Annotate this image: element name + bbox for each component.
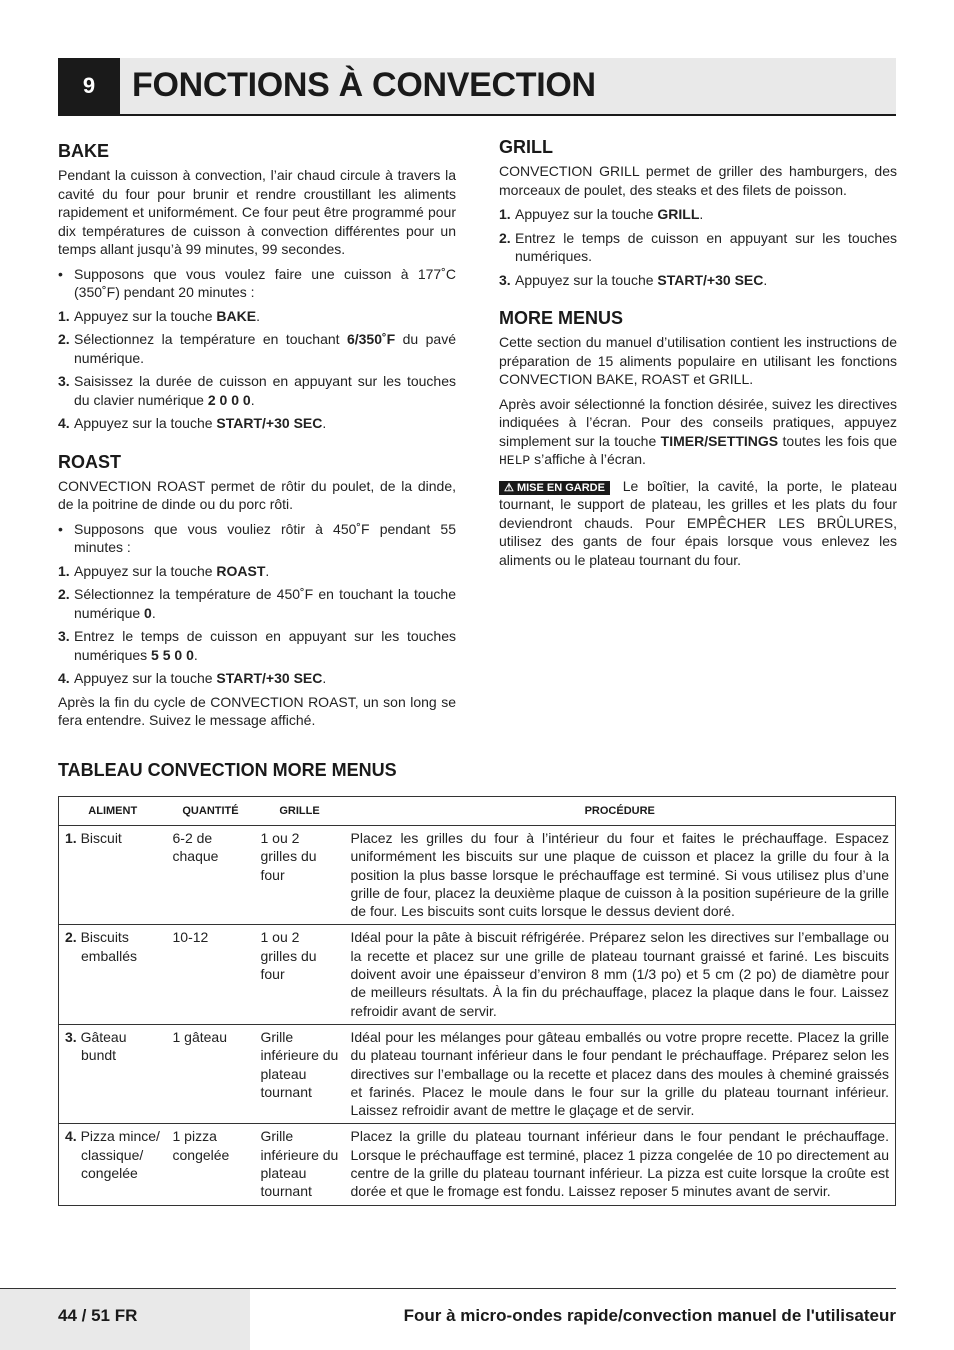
grill-section: [499, 136, 897, 289]
roast-section: [58, 451, 456, 730]
more-menus-p2: Après avoir sélectionné la fonction désirée, suivez les directives indiquées à l’écran. Pour des conseils pratiques, appuyez simplement sur la touche TIMER/SETTINGS toutes les fois que HELP s’affiche à l’écran.: [499, 395, 897, 468]
rack-cell: 1 ou 2 grilles du four: [255, 826, 345, 925]
food-cell: 3. Gâteau bundt: [59, 1024, 167, 1123]
col-header-grille: GRILLE: [255, 797, 345, 826]
quantity-cell: 10-12: [167, 925, 255, 1024]
bake-section: [58, 140, 456, 433]
manual-title: Four à micro-ondes rapide/convection manuel de l'utilisateur: [403, 1306, 896, 1325]
bake-step-4: 4. Appuyez sur la touche START/+30 SEC.: [58, 415, 327, 431]
procedure-cell: Idéal pour les mélanges pour gâteau emballés ou votre propre recette. Placez la grille du plateau tournant inférieur dans le four pendant le préchauffage. Préparez selon les directives sur l’emballage ou la recette et placez dans des moules à cheminé graissés et farinés. Placez le moule dans le four sur la grille du plateau tournant inférieur. Laissez refroidir avant de mettre le glaçage et de servir.: [345, 1024, 896, 1123]
food-cell: 2. Biscuits emballés: [59, 925, 167, 1024]
more-menus-heading: MORE MENUS: [499, 308, 624, 328]
bake-heading: BAKE: [58, 141, 110, 161]
table-row: [59, 925, 896, 1024]
grill-step-1: 1. Appuyez sur la touche GRILL.: [499, 206, 704, 222]
warning-icon: ⚠: [504, 481, 514, 494]
roast-step-3: 3. Entrez le temps de cuisson en appuyant sur les touches numériques 5 5 0 0.: [58, 628, 456, 663]
table-row: [59, 1024, 896, 1123]
page-title: FONCTIONS À CONVECTION: [132, 66, 596, 104]
warning-badge: ⚠ MISE EN GARDE: [499, 481, 610, 495]
roast-outro: Après la fin du cycle de CONVECTION ROAST, un son long se fera entendre. Suivez le message affiché.: [58, 693, 456, 728]
bake-step-2: 2. Sélectionnez la température en touchant 6/350˚F du pavé numérique.: [58, 331, 456, 366]
food-cell: 1. Biscuit: [59, 826, 167, 925]
procedure-cell: Placez les grilles du four à l’intérieur du four et faites le préchauffage. Espacez uniformément les biscuits sur une plaque de cuisson et placez la grille du four à la position la plus basse lorsque le préchauffage est terminé. Si vous utilisez plus d’une grille de four, placez la deuxième plaque de cuisson à la position supérieure de la grille de four. Les biscuits sont cuits lorsque le dessus devient doré.: [345, 826, 896, 925]
left-column: [58, 140, 456, 748]
right-column: [499, 136, 897, 587]
rack-cell: 1 ou 2 grilles du four: [255, 925, 345, 1024]
bake-step-3: 3. Saisissez la durée de cuisson en appuyant sur les touches du clavier numérique 2 0 0 0.: [58, 373, 456, 408]
quantity-cell: 1 gâteau: [167, 1024, 255, 1123]
warning-paragraph: ⚠ MISE EN GARDE Le boîtier, la cavité, la porte, le plateau tournant, le support de plateau, les grilles et les plats du four deviendront chauds. Pour EMPÊCHER LES BRÛLURES, utilisez des gants de four épais lorsque vous enlevez les aliments ou le plateau tournant du four.: [499, 477, 897, 568]
help-display-text: HELP: [499, 453, 531, 468]
grill-intro: CONVECTION GRILL permet de griller des hamburgers, des morceaux de poulet, des steaks et des filets de poisson.: [499, 163, 897, 198]
roast-step-1: 1. Appuyez sur la touche ROAST.: [58, 562, 270, 579]
roast-step-2: 2. Sélectionnez la température de 450˚F en touchant la touche numérique 0.: [58, 586, 456, 621]
roast-step-4: 4. Appuyez sur la touche START/+30 SEC.: [58, 670, 327, 686]
grill-step-3: 3. Appuyez sur la touche START/+30 SEC.: [499, 271, 768, 288]
page-number: 44 / 51 FR: [58, 1306, 138, 1325]
roast-bullet: • Supposons que vous vouliez rôtir à 450˚F pendant 55 minutes :: [58, 520, 456, 555]
table-row: [59, 1124, 896, 1205]
col-header-procedure: PROCÉDURE: [345, 797, 896, 826]
bake-intro: Pendant la cuisson à convection, l’air chaud circule à travers la cavité du four pour brunir et rendre croustillant les aliments rapidement et uniformément. Ce four peut être programmé pour dix températures de cuisson à convection différentes pour un temps allant jusqu’à 99 minutes, 99 secondes.: [58, 167, 456, 257]
bake-bullet: • Supposons que vous voulez faire une cuisson à 177˚C (350˚F) pendant 20 minutes :: [58, 265, 456, 300]
table-title: TABLEAU CONVECTION MORE MENUS: [58, 760, 397, 780]
rack-cell: Grille inférieure du plateau tournant: [255, 1124, 345, 1205]
roast-intro: CONVECTION ROAST permet de rôtir du poulet, de la dinde, de la poitrine de dinde ou du porc rôti.: [58, 477, 456, 512]
more-menus-table: [58, 796, 896, 1206]
chapter-number: 9: [58, 58, 120, 114]
table-header-row: [59, 797, 896, 826]
quantity-cell: 6-2 de chaque: [167, 826, 255, 925]
more-menus-section: [499, 307, 897, 569]
procedure-cell: Idéal pour la pâte à biscuit réfrigérée. Préparez selon les directives sur l’emballage ou la recette et placez sur une grille de plateau tournant graissé et fariné. Les biscuits doivent avoir une épaisseur d’environ 8 mm (1/3 po) et 5 cm (2 po) de diamètre pour de meilleurs résultats. À la fin du préchauffage, placez la plaque dans le four. Laissez refroidir avant de servir.: [345, 925, 896, 1024]
col-header-aliment: ALIMENT: [59, 797, 167, 826]
rack-cell: Grille inférieure du plateau tournant: [255, 1024, 345, 1123]
roast-heading: ROAST: [58, 451, 121, 472]
bake-step-1: 1. Appuyez sur la touche BAKE.: [58, 307, 260, 324]
grill-heading: GRILL: [499, 137, 553, 157]
more-menus-p1: Cette section du manuel d’utilisation contient les instructions de préparation de 15 aliments populaire en utilisant les fonctions CONVECTION BAKE, ROAST et GRILL.: [499, 334, 897, 387]
chapter-header: [58, 58, 896, 116]
col-header-quantite: QUANTITÉ: [167, 797, 255, 826]
grill-step-2: 2. Entrez le temps de cuisson en appuyant sur les touches numériques.: [499, 229, 897, 264]
food-cell: 4. Pizza mince/ classique/ congelée: [59, 1124, 167, 1205]
table-row: [59, 826, 896, 925]
procedure-cell: Placez la grille du plateau tournant inférieur dans le four pendant le préchauffage. Lorsque le préchauffage est terminé, placez 1 pizza congelée de 10 po directement au centre de la grille du plateau tournant inférieur. La pizza est cuite lorsque la croûte est dorée et que le fromage est fondu. Laissez reposer 5 minutes avant de servir.: [345, 1124, 896, 1205]
quantity-cell: 1 pizza congelée: [167, 1124, 255, 1205]
